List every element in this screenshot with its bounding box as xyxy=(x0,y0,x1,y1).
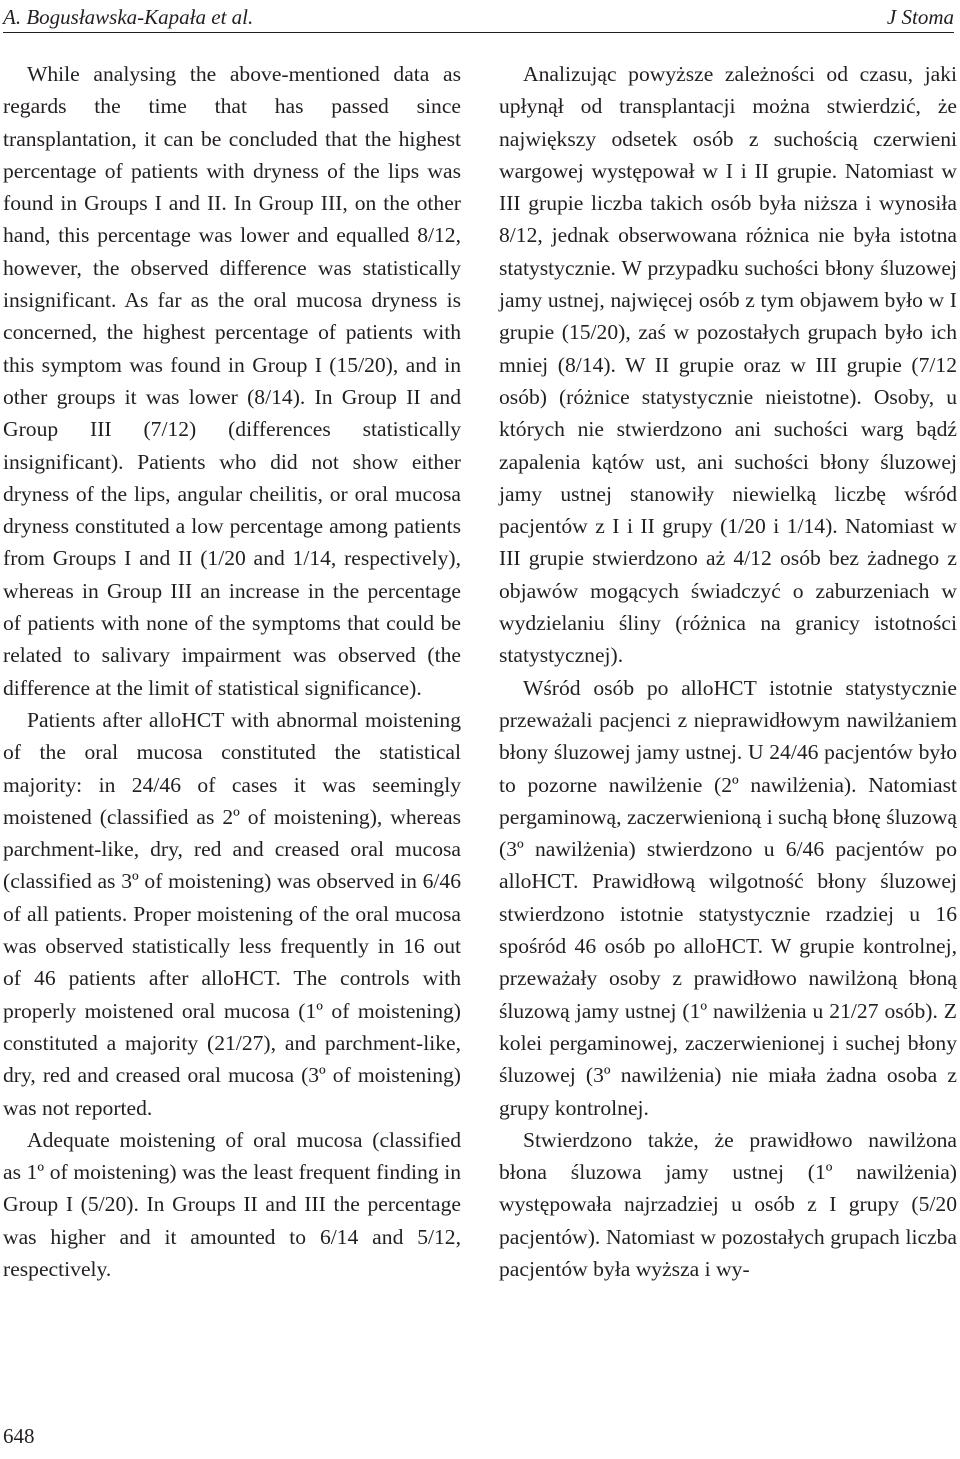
paragraph: While analysing the above-mentioned data as regards the time that has passed since transplantation, it can be concluded that the highest percentage of patients with dryness of the lips was found in Groups I and II. In Group III, on the other hand, this percentage was lower and equalled 8/12, however, the observed difference was statistically insignificant. As far as the oral mucosa dryness is concerned, the highest percentage of patients with this symptom was found in Group I (15/20), and in other groups it was lower (8/14). In Group II and Group III (7/12) (differences statistically insignificant). Patients who did not show either dryness of the lips, angular cheilitis, or oral mucosa dryness constituted a low percentage among patients from Groups I and II (1/20 and 1/14, respectively), whereas in Group III an increase in the percentage of patients with none of the symptoms that could be related to salivary impairment was observed (the difference at the limit of statistical significance). xyxy=(3,62,461,700)
running-header xyxy=(3,6,954,33)
left-column-english xyxy=(3,58,461,1285)
paragraph: Stwierdzono także, że prawidłowo nawilżona błona śluzowa jamy ustnej (1º nawilżenia) występowała najrzadziej u osób z I grupy (5/20 pacjentów). Natomiast w pozostałych grupach liczba pacjentów była wyższa i wy- xyxy=(499,1127,957,1281)
paragraph: Analizując powyższe zależności od czasu, jaki upłynął od transplantacji można stwierdzić, że największy odsetek osób z suchością czerwieni wargowej występował w I i II grupie. Natomiast w III grupie liczba takich osób była niższa i wynosiła 8/12, jednak obserwowana różnica nie była istotna statystycznie. W przypadku suchości błony śluzowej jamy ustnej, najwięcej osób z tym objawem było w I grupie (15/20), zaś w pozostałych grupach było ich mniej (8/14). W II grupie oraz w III grupie (7/12 osób) (różnice statystycznie nieistotne). Osoby, u których nie stwierdzono ani suchości warg bądź zapalenia kątów ust, ani suchości błony śluzowej jamy ustnej stanowiły niewielką liczbę wśród pacjentów z I i II grupy (1/20 i 1/14). Natomiast w III grupie stwierdzono aż 4/12 osób bez żadnego z objawów mogących świadczyć o zaburzeniach w wydzielaniu śliny (różnica na granicy istotności statystycznej). xyxy=(499,62,957,668)
right-column-polish xyxy=(499,58,957,1285)
header-journal: J Stoma xyxy=(886,5,954,29)
paragraph: Adequate moistening of oral mucosa (classified as 1º of moistening) was the least frequent finding in Group I (5/20). In Groups II and III the percentage was higher and it amounted to 6/14 and 5/12, respectively. xyxy=(3,1127,461,1281)
page-number: 648 xyxy=(3,1424,35,1448)
paragraph: Wśród osób po alloHCT istotnie statystycznie przeważali pacjenci z nieprawidłowym nawilżaniem błony śluzowej jamy ustnej. U 24/46 pacjentów było to pozorne nawilżenie (2º nawilżenia). Natomiast pergaminową, zaczerwienioną i suchą błonę śluzową (3º nawilżenia) stwierdzono u 6/46 pacjentów po alloHCT. Prawidłową wilgotność błony śluzowej stwierdzono istotnie statystycznie rzadziej u 16 spośród 46 osób po alloHCT. W grupie kontrolnej, przeważały osoby z prawidłowo nawilżoną błoną śluzową jamy ustnej (1º nawilżenia u 21/27 osób). Z kolei pergaminowej, zaczerwienionej i suchej błony śluzowej (3º nawilżenia) nie miała żadna osoba z grupy kontrolnej. xyxy=(499,675,957,1120)
paragraph: Patients after alloHCT with abnormal moistening of the oral mucosa constituted the statistical majority: in 24/46 of cases it was seemingly moistened (classified as 2º of moistening), whereas parchment-like, dry, red and creased oral mucosa (classified as 3º of moistening) was observed in 6/46 of all patients. Proper moistening of the oral mucosa was observed statistically less frequently in 16 out of 46 patients after alloHCT. The controls with properly moistened oral mucosa (1º of moistening) constituted a majority (21/27), and parchment-like, dry, red and creased oral mucosa (3º of moistening) was not reported. xyxy=(3,707,461,1120)
header-authors: A. Bogusławska-Kapała et al. xyxy=(3,5,254,29)
